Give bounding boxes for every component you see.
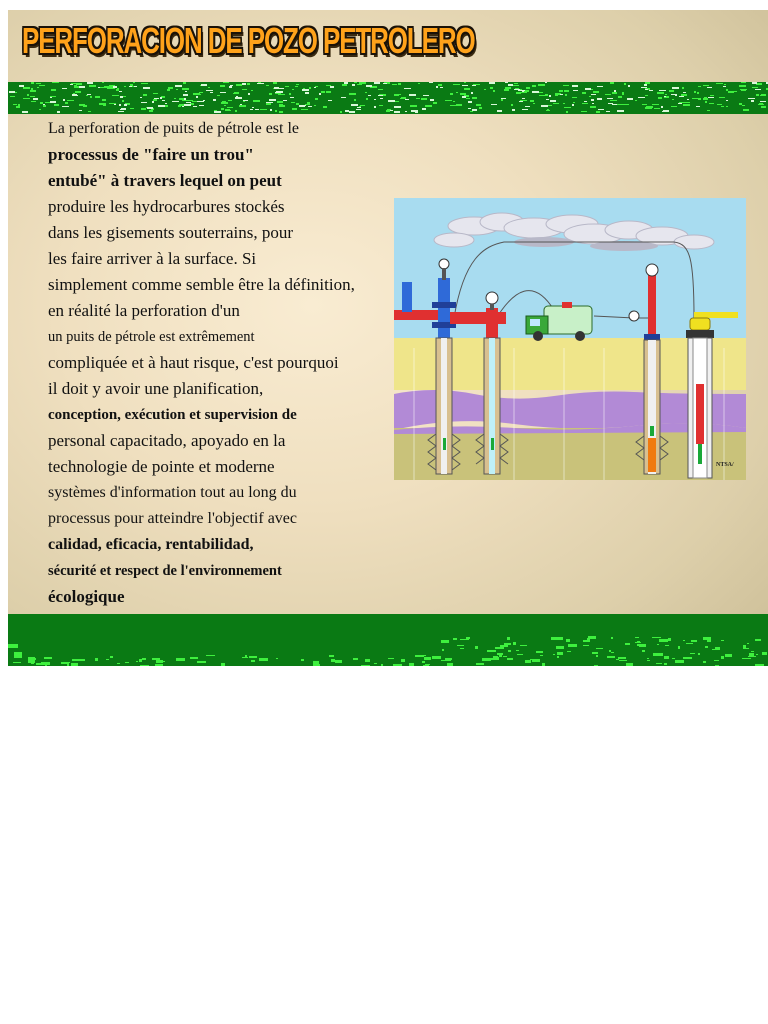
image-credit: NTSA/ [716, 462, 734, 468]
body-line: compliquée et à haut risque, c'est pourquoi [48, 353, 339, 372]
oil-well-illustration [394, 198, 746, 480]
body-line: calidad, eficacia, rentabilidad, [48, 536, 254, 553]
body-line: processus pour atteindre l'objectif avec [48, 510, 298, 527]
body-line: technologie de pointe et moderne [48, 457, 275, 476]
body-line: un puits de pétrole est extrêmement [48, 329, 255, 345]
body-line: il doit y avoir une planification, [48, 379, 264, 398]
green-band-bottom [8, 614, 768, 666]
body-line: processus de "faire un trou" [48, 145, 254, 164]
body-line: produire les hydrocarbures stockés [48, 197, 285, 216]
body-text [48, 116, 388, 610]
slide [8, 10, 768, 666]
slide-title: PERFORACION DE POZO PETROLERO [22, 20, 475, 61]
body-line: dans les gisements souterrains, pour [48, 223, 294, 242]
body-line: simplement comme semble être la définition, [48, 275, 355, 294]
green-band-top [8, 82, 768, 114]
body-line: La perforation de puits de pétrole est le [48, 120, 300, 137]
body-line: écologique [48, 587, 125, 606]
body-line: les faire arriver à la surface. Si [48, 249, 257, 268]
body-line: sécurité et respect de l'environnement [48, 563, 282, 579]
body-line: entubé" à travers lequel on peut [48, 171, 282, 190]
body-line: systèmes d'information tout au long du [48, 484, 297, 501]
body-line: personal capacitado, apoyado en la [48, 431, 286, 450]
body-line: en réalité la perforation d'un [48, 301, 240, 320]
body-line: conception, exécution et supervision de [48, 407, 297, 423]
